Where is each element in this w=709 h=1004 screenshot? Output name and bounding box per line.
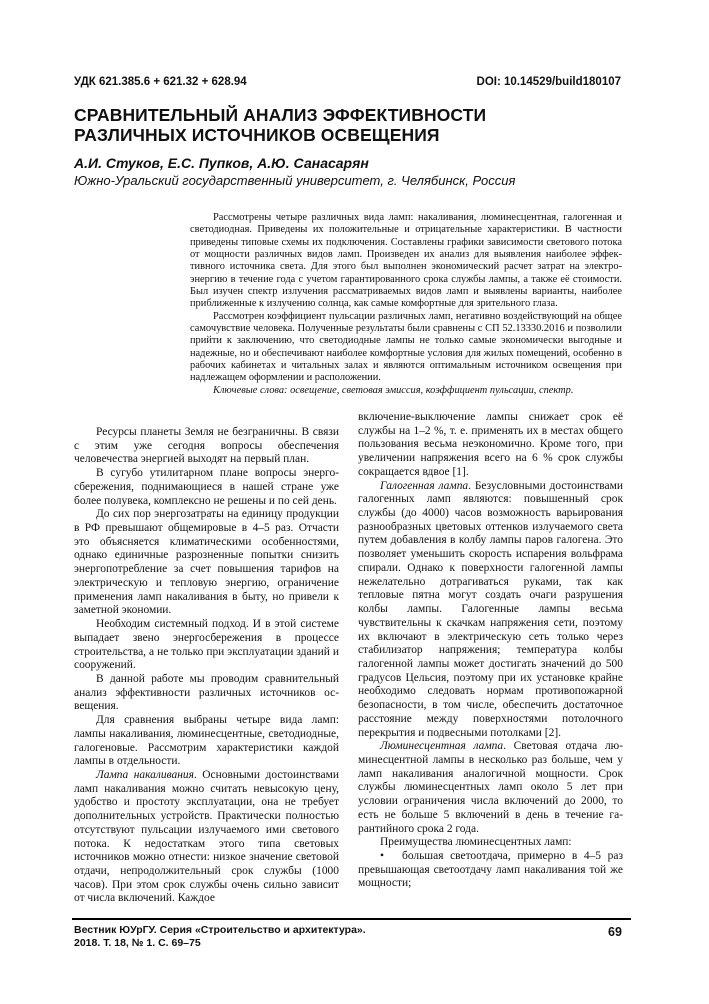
paragraph-halogen — [358, 480, 623, 741]
page-number: 69 — [608, 925, 622, 939]
footer-journal — [74, 924, 366, 949]
abstract-paragraph-1: Рассмотрены четыре различных вида ламп: накаливания, люминесцентная, галогенная и светодиодная. Приведены их положительные и отрицательные характеристики. В частности приведены типовые схемы их подключения. Составлены графики зависимости светового потока от мощности различных видов ламп. Произведен их анализ для выявления наиболее эффективного источника света. Для этого был выполнен экономический расчет затрат на электроэнергию в течение года с учетом гарантированного срока службы лампы, а также её стоимости. Был изучен спектр излучения рассматриваемых видов ламп и выявлены варианты, наиболее приближенные к излучению солнца, как самые комфортные для зрительного глаза. — [190, 212, 622, 310]
paragraph-text: . Основными достоинствами ламп накаливания можно считать невысокую цену, удобство и простоту эксплуатации, она не требует дополнительных устройств. Практически полностью отсутствуют пульсации излучаемого ими светового потока. К недостаткам этого типа световых источников можно отнести: низкое значение световой отдачи, непродолжительный срок службы (1000 часов). При этом срок службы очень сильно зависит от числа включений. Каждое — [74, 768, 339, 905]
authors: А.И. Стуков, Е.С. Пупков, А.Ю. Санасарян — [74, 155, 369, 171]
udk-code: УДК 621.385.6 + 621.32 + 628.94 — [74, 76, 247, 88]
bullet-icon: • — [380, 850, 385, 862]
bullet-text: большая светоотдача, примерно в 4–5 раз превышающая светоотдачу ламп накаливания той же мощности; — [358, 850, 623, 890]
section-heading-incandescent: Лампа накаливания — [96, 768, 194, 781]
paragraph-incandescent — [74, 769, 339, 906]
body-column-right — [358, 411, 623, 891]
paragraph: Преимущества люминесцентных ламп: — [380, 836, 572, 849]
paragraph: До сих пор энергозатраты на единицу продукции в РФ превышают общемировые в 4–5 раз. Отчасти это объясняется климатическими особенностями, однако единичные разрозненные попытки снизить энергопотребление за счет повышения тарифов на электрическую и тепловую энергию, ограничение применения ламп накаливания в быту, но привели к заметной экономии. — [74, 508, 339, 617]
footer-journal-line-2: 2018. Т. 18, № 1. С. 69–75 — [74, 936, 201, 949]
paragraph-continued: включение-выключение лампы снижает срок её службы на 1–2 %, т. е. применять их в местах общего пользования весьма неэкономично. Кроме того, при увеличении напряжения всего на 6 % срок службы сокращается вдвое [1]. — [358, 411, 623, 478]
paragraph: Ресурсы планеты Земля не безграничны. В связи с этим уже сегодня вопросы обеспечения человечества энергией выходят на первый план. — [74, 426, 339, 466]
article-title — [74, 105, 634, 145]
paragraph: В сугубо утилитарном плане вопросы энергосбережения, поднимающиеся в нашей стране уже более полувека, комплексно не решены и по сей день. — [74, 467, 339, 507]
paragraph-text: . Световая отдача люминесцентной лампы в несколько раз больше, чем у ламп накаливания аналогичной мощности. Срок службы люминесцентных ламп около 5 лет при условии ограничения числа включений до 2000, то есть не больше 5 включений в день в течение гарантийного срока 2 года. — [358, 740, 624, 835]
abstract — [190, 212, 622, 397]
section-heading-fluorescent: Люминесцентная лампа — [380, 740, 504, 753]
paragraph-text: . Безусловными достоинствами галогенных ламп являются: повышенный срок службы (до 4000) часов возможность варьирования разнообразных цветовых оттенков излучаемого света путем добавления в колбу лампы паров галогена. Это позволяет уменьшить скорость испарения вольфрама спирали. Однако к поверхности галогенной лампы нежелательно дотрагиваться руками, так как тепловые пятна могут создать очаги разрушения колбы лампы. Галогенные лампы весьма чувствительны к скачкам напряжения сети, поэтому их включают в электрическую сеть только через стабилизатор напряжения; температура колбы галогенной лампы может достигать значений до 500 градусов Цельсия, поэтому при их установке крайне необходимо следовать нормам противопожарной безопасности, в том числе, обеспечить достаточное расстояние между поверхностями потолочного перекрытия и подвесными потолками [2]. — [358, 479, 623, 739]
doi[interactable]: DOI: 10.14529/build180107 — [476, 76, 621, 88]
paragraph: Для сравнения выбраны четыре вида ламп: лампы накаливания, люминесцентные, светодиодные, галогеновые. Рассмотрим характеристики каждой лампы в отдельности. — [74, 714, 339, 768]
keywords: Ключевые слова: освещение, световая эмиссия, коэффициент пульсации, спектр. — [213, 384, 574, 396]
paragraph: В данной работе мы проводим сравнительный анализ эффективности различных источников освещения. — [74, 672, 339, 713]
bullet-item — [358, 850, 623, 891]
body-column-left — [74, 426, 339, 906]
section-heading-halogen: Галогенная лампа — [380, 479, 469, 492]
abstract-paragraph-2: Рассмотрен коэффициент пульсации различных ламп, негативно воздействующий на общее самочувствие человека. Полученные результаты были сравнены с СП 52.13330.2016 и позволили прийти к заключению, что светодиодные лампы не только самые экономически выгодные и надежные, но и обеспечивают наиболее комфортные условия для жилых помещений, особенно в рабочих кабинетах и читальных залах и являются оптимальным источником освещения при надлежащем оформлении и расположении. — [190, 310, 622, 384]
title-line-1: СРАВНИТЕЛЬНЫЙ АНАЛИЗ ЭФФЕКТИВНОСТИ — [74, 105, 487, 125]
footer-rule — [72, 918, 631, 920]
paragraph: Необходим системный подход. И в этой системе выпадает звено энергосбережения в процессе строительства, а не только при эксплуатации зданий и сооружений. — [74, 618, 339, 672]
paragraph-fluorescent — [358, 740, 623, 836]
title-line-2: РАЗЛИЧНЫХ ИСТОЧНИКОВ ОСВЕЩЕНИЯ — [74, 125, 440, 145]
footer-journal-line-1: Вестник ЮУрГУ. Серия «Строительство и архитектура». — [74, 924, 366, 936]
affiliation: Южно-Уральский государственный университет, г. Челябинск, Россия — [74, 173, 516, 188]
